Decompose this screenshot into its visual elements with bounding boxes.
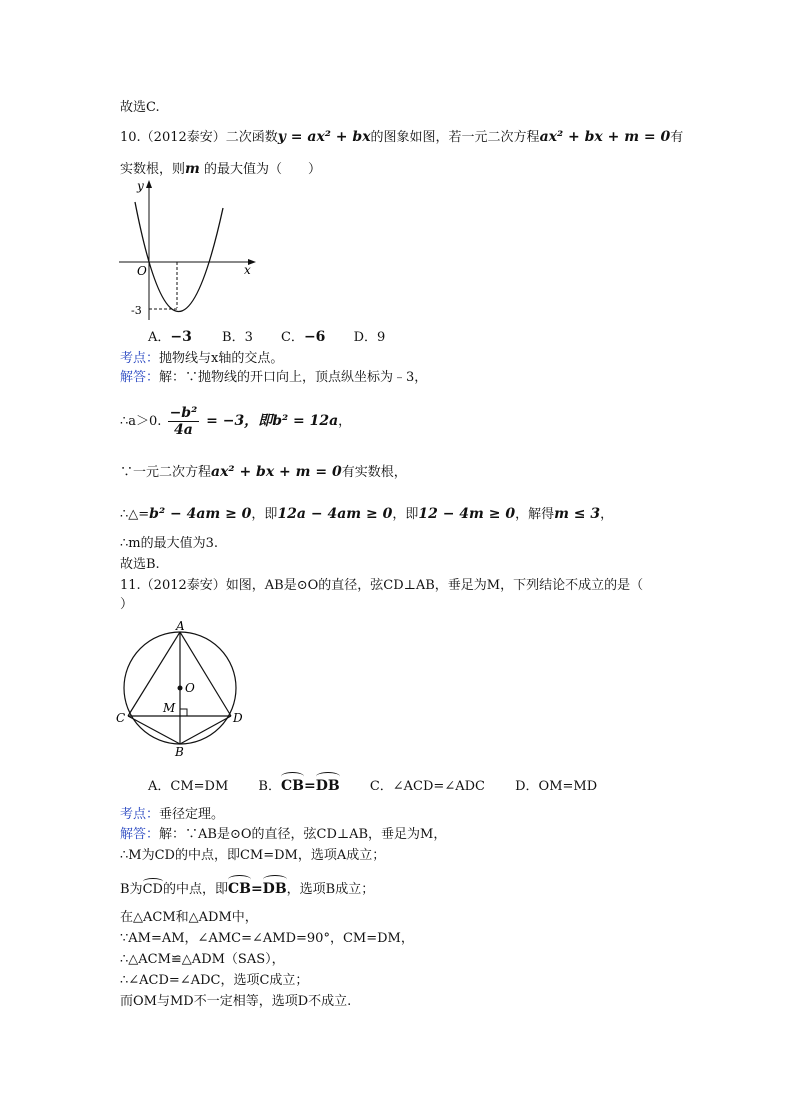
q9-conclusion: 故选C. <box>120 100 160 115</box>
option-a: A．−3 <box>148 329 192 345</box>
circle-diagram <box>112 618 252 760</box>
origin-label: O <box>137 264 147 278</box>
arc-db: DB <box>315 778 340 794</box>
option-b: B．3 <box>222 330 253 345</box>
point-m-label: M <box>163 701 176 715</box>
q10-jieda-line5: ∴m的最大值为3. <box>120 536 219 551</box>
q10-jieda-line2: ∴a＞0. $\frac{\text{−b²}}{4a}$ = −3，即b² = 12a， <box>120 405 352 438</box>
point-a-label: A <box>176 619 185 633</box>
eq-quadratic: ax² + bx + m = 0 <box>211 464 342 480</box>
option-a-value: −3 <box>170 329 192 345</box>
eq-12-4m: 12 − 4m ≥ 0 <box>418 506 516 522</box>
kaodian-text: 抛物线与x轴的交点。 <box>159 351 284 366</box>
option-c-value: −6 <box>303 329 326 345</box>
q11-jieda-line8: 而OM与MD不一定相等，选项D不成立. <box>120 994 352 1009</box>
q11-jieda-line1 <box>120 826 446 844</box>
option-d: D．OM=MD <box>515 779 598 794</box>
q10-stem-text2: 的图象如图，若一元二次方程 <box>370 130 540 145</box>
eq-b2-12a: b² = 12a <box>272 413 339 429</box>
eq-discriminant: b² − 4am ≥ 0 <box>149 506 252 522</box>
point-o-label: O <box>185 681 195 695</box>
point-b-label: B <box>175 745 184 759</box>
option-b: B．CB=DB <box>258 778 340 794</box>
q11-stem-line2: ） <box>120 597 134 612</box>
q11-jieda-line3: B为CD的中点，即CB=DB，选项B成立； <box>120 881 375 897</box>
q11-jieda-line2: ∴M为CD的中点，即CM=DM，选项A成立； <box>120 848 386 863</box>
q11-jieda-line5: ∵AM=AM，∠AMC=∠AMD=90°，CM=DM， <box>120 931 414 946</box>
arc-cb: CB <box>280 778 304 794</box>
q10-stem-text5: 的最大值为（ ） <box>199 162 321 177</box>
q11-kaodian <box>120 806 224 824</box>
q10-jieda-line4: ∴△=b² − 4am ≥ 0，即12a − 4am ≥ 0，即12 − 4m ≥ 0，解得m ≤ 3， <box>120 506 614 522</box>
q10-jieda-line3: ∵一元二次方程ax² + bx + m = 0有实数根， <box>120 464 407 480</box>
q10-var-m: m <box>185 161 200 177</box>
option-d: D．9 <box>353 330 386 345</box>
q10-kaodian <box>120 350 283 368</box>
point-c-label: C <box>116 711 126 725</box>
q10-options <box>148 328 385 347</box>
q10-stem-text3: 有 <box>670 130 684 145</box>
eq-m-le-3: m ≤ 3 <box>554 506 601 522</box>
arc-cb: CB <box>227 881 251 897</box>
arc-cd: CD <box>142 882 163 897</box>
fraction-denominator: 4a <box>174 422 193 438</box>
q10-stem-line1 <box>120 128 683 147</box>
q10-stem-line2 <box>120 160 321 179</box>
q10-quadratic-eq: ax² + bx + m = 0 <box>539 129 671 145</box>
q10-conclusion: 故选B. <box>120 557 160 572</box>
q11-stem-line1: 11.（2012泰安）如图，AB是⊙O的直径，弦CD⊥AB，垂足为M，下列结论不成立的是（ <box>120 578 644 593</box>
x-axis-label: x <box>244 263 251 277</box>
jieda-text: 解：∵抛物线的开口向上，顶点纵坐标为﹣3， <box>159 370 428 385</box>
q10-function-eq: y = ax² + bx <box>277 129 371 145</box>
q11-jieda-line7: ∴∠ACD=∠ADC，选项C成立； <box>120 973 309 988</box>
jieda-label: 解答： <box>120 827 160 842</box>
option-c: C．−6 <box>280 329 326 345</box>
eq-12a: 12a − 4am ≥ 0 <box>277 506 393 522</box>
kaodian-text: 垂径定理。 <box>159 807 225 822</box>
q10-stem-text4: 实数根，则 <box>120 162 186 177</box>
kaodian-label: 考点： <box>120 351 160 366</box>
y-axis-label: y <box>137 179 144 193</box>
neg3-label: -3 <box>131 304 142 317</box>
q11-jieda-line4: 在△ACM和△ADM中， <box>120 910 258 925</box>
kaodian-label: 考点： <box>120 807 160 822</box>
q11-jieda-line6: ∴△ACM≌△ADM（SAS）， <box>120 952 285 967</box>
option-a: A．CM=DM <box>148 779 229 794</box>
jieda-text: 解：∵AB是⊙O的直径，弦CD⊥AB，垂足为M， <box>159 827 447 842</box>
parabola-graph <box>115 178 260 320</box>
fraction-numerator: −b² <box>169 405 198 421</box>
option-c: C．∠ACD=∠ADC <box>369 779 485 794</box>
point-d-label: D <box>233 711 243 725</box>
q11-options <box>148 777 597 796</box>
q10-stem-text: 10.（2012泰安）二次函数 <box>120 130 278 145</box>
jieda-label: 解答： <box>120 370 160 385</box>
fraction <box>168 405 200 438</box>
q10-jieda-line1 <box>120 369 427 387</box>
arc-db: DB <box>262 881 287 897</box>
